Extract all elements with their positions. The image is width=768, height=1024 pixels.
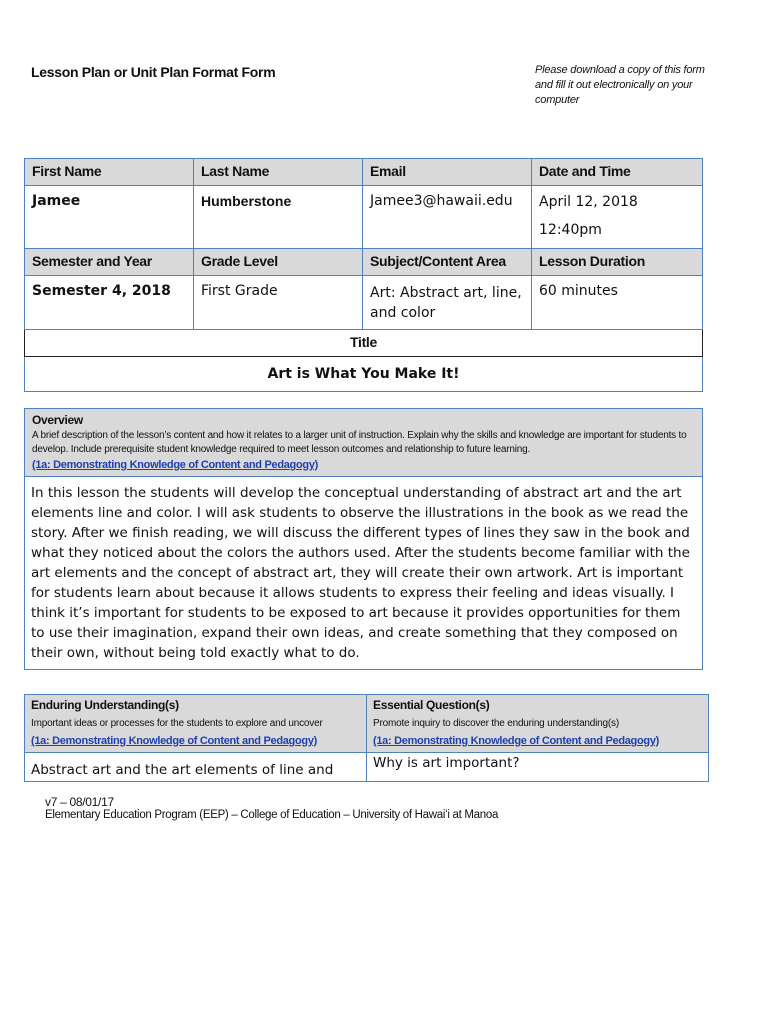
date-time-field[interactable] [532,186,703,249]
last-name-field[interactable]: Humberstone [194,186,363,249]
date-value: April 12, 2018 [539,194,638,210]
enduring-label: Enduring Understanding(s) [31,698,179,712]
enduring-link[interactable]: (1a: Demonstrating Knowledge of Content and Pedagogy) [31,735,317,747]
enduring-header [25,695,367,753]
essential-label: Essential Question(s) [373,698,490,712]
grade-label: Grade Level [194,249,363,276]
subject-label: Subject/Content Area [363,249,532,276]
duration-field[interactable]: 60 minutes [532,276,703,330]
subject-field[interactable]: Art: Abstract art, line, and color [363,276,532,330]
first-name-label: First Name [25,159,194,186]
email-label: Email [363,159,532,186]
overview-table [24,408,703,670]
semester-field[interactable]: Semester 4, 2018 [25,276,194,330]
semester-label: Semester and Year [25,249,194,276]
overview-link[interactable]: (1a: Demonstrating Knowledge of Content and Pedagogy) [32,459,318,471]
last-name-label: Last Name [194,159,363,186]
essential-link[interactable]: (1a: Demonstrating Knowledge of Content and Pedagogy) [373,735,659,747]
essential-description: Promote inquiry to discover the enduring understanding(s) [373,718,619,729]
enduring-description: Important ideas or processes for the students to explore and uncover [31,718,323,729]
essential-header [367,695,709,753]
footer-version: v7 – 08/01/17 [45,795,114,809]
overview-text-field[interactable]: In this lesson the students will develop the conceptual understanding of abstract art and the art elements line and color. I will ask students to observe the illustrations in the book as we read the story. After we finish reading, we will discuss the different types of lines they saw in the book and what they noticed about the colors the authors used. After the students become familiar with the art elements and the concept of abstract art, they will create their own artwork. Art is important for students learn about because it allows students to express their feeling and ideas visually. I think it’s important for students to be exposed to art because it provides opportunities for them to use their imagination, expand their own ideas, and create something that they composed on their own, without being told exactly what to do. [25,477,703,670]
email-field[interactable]: Jamee3@hawaii.edu [363,186,532,249]
date-time-label: Date and Time [532,159,703,186]
time-value: 12:40pm [539,222,602,238]
grade-field[interactable]: First Grade [194,276,363,330]
overview-description: A brief description of the lesson’s content and how it relates to a larger unit of instruction. Explain why the skills and knowledge are important for students to develop. Include prerequisite student knowledge required to meet lesson outcomes and relationship to future learning. [32,430,687,455]
download-note: Please download a copy of this form and fill it out electronically on your computer [535,64,705,106]
duration-label: Lesson Duration [532,249,703,276]
essential-field[interactable]: Why is art important? [367,753,709,782]
info-table [24,158,703,392]
enduring-field[interactable]: Abstract art and the art elements of line and [25,753,367,782]
first-name-field[interactable]: Jamee [25,186,194,249]
overview-label: Overview [32,413,83,427]
title-field[interactable]: Art is What You Make It! [25,357,703,392]
title-label: Title [25,330,703,357]
understanding-table [24,694,709,782]
overview-header [25,409,703,477]
footer-program: Elementary Education Program (EEP) – College of Education – University of Hawaiʻi at Manoa [45,809,499,821]
form-title: Lesson Plan or Unit Plan Format Form [31,64,276,80]
